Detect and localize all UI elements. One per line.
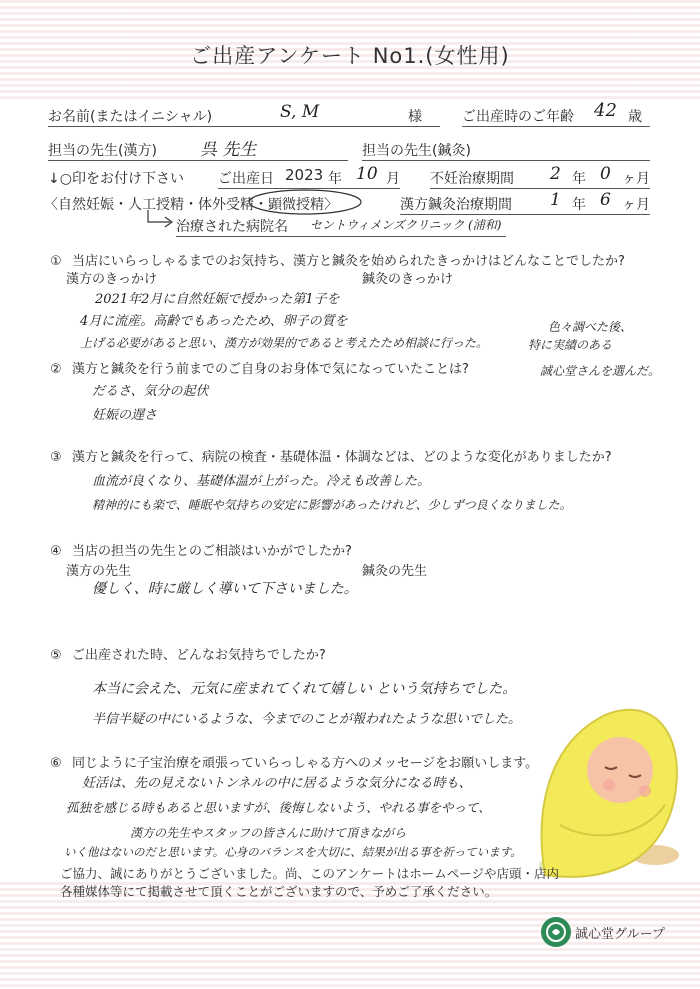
birth-date-label: ご出産日 [218, 171, 274, 187]
q1-right-answer-line-2: 特に実績のある [528, 338, 613, 352]
q4-answer-line-1: 優しく、時に厳しく導いて下さいました。 [92, 581, 358, 597]
kampo-teacher-sublabel: 漢方の先生 [66, 564, 132, 579]
q1-right-answer-line-3: 誠心堂さんを選んだ。 [540, 364, 661, 378]
q1-answer-line-1: 2021年2月に自然妊娠で授かった第1子を [95, 292, 340, 307]
birth-month: 10 [356, 164, 378, 184]
infertility-year-unit: 年 [572, 171, 586, 187]
question-6: ⑥ 同じように子宝治療を頑張っていらっしゃる方へのメッセージをお願いします。 [50, 756, 539, 771]
circled-option-mark [245, 186, 365, 216]
age-label: ご出産時のご年齢 [462, 109, 574, 125]
acu-period-years: 1 [550, 190, 561, 210]
page-title: ご出産アンケート No1.(女性用) [190, 44, 510, 68]
infertility-period-label: 不妊治療期間 [430, 171, 514, 187]
infertility-month-unit: ヶ月 [622, 171, 650, 187]
infertility-years: 2 [550, 164, 561, 184]
acu-period-months: 6 [600, 190, 611, 210]
logo-text: 誠心堂グループ [575, 926, 665, 942]
question-4: ④ 当店の担当の先生とのご相談はいかがでしたか? [50, 544, 352, 559]
q1-answer-line-3: 上げる必要があると思い、漢方が効果的であると考えたため相談に行った。 [80, 336, 489, 350]
name-underline [48, 126, 440, 127]
footer-line-1: ご協力、誠にありがとうございました。尚、このアンケートはホームページや店頭・店内 [60, 866, 560, 881]
acu-period-label: 漢方鍼灸治療期間 [400, 197, 512, 213]
acu-trigger-label: 鍼灸のきっかけ [362, 272, 454, 287]
arrow-icon [120, 208, 180, 232]
name-value: S, M [280, 102, 320, 122]
kampo-teacher-value: 呉 先生 [200, 140, 257, 160]
acu-teacher-sublabel: 鍼灸の先生 [362, 564, 428, 579]
q6-answer-line-1: 妊活は、先の見えないトンネルの中に居るような気分になる時も、 [82, 776, 472, 791]
question-3: ③ 漢方と鍼灸を行って、病院の検査・基礎体温・体調などは、どのような変化がありましたか? [50, 450, 612, 465]
q2-answer-line-1: だるさ、気分の起伏 [92, 384, 209, 399]
acu-period-month-unit: ヶ月 [622, 197, 650, 213]
q3-answer-line-1: 血流が良くなり、基礎体温が上がった。冷えも改善した。 [92, 474, 431, 489]
birth-month-unit: 月 [386, 171, 400, 187]
age-value: 42 [594, 100, 617, 121]
hospital-underline [176, 236, 506, 237]
q6-answer-line-3: 漢方の先生やスタッフの皆さんに助けて頂きながら [130, 826, 407, 840]
q3-answer-line-2: 精神的にも楽で、睡眠や気持ちの安定に影響があったけれど、少しずつ良くなりました。 [92, 498, 572, 512]
kampo-teacher-label: 担当の先生(漢方) [48, 143, 157, 159]
birth-year-unit: 年 [328, 171, 342, 187]
question-1: ① 当店にいらっしゃるまでのお気持ち、漢方と鍼灸を始められたきっかけはどんなことでしたか? [50, 254, 625, 269]
acu-period-underline [400, 214, 650, 215]
q1-right-answer-line-1: 色々調べた後、 [548, 320, 633, 334]
infertility-months: 0 [600, 164, 611, 184]
q5-answer-line-2: 半信半疑の中にいるような、今までのことが報われたような思いでした。 [92, 712, 522, 727]
question-2: ② 漢方と鍼灸を行う前までのご自身のお身体で気になっていたことは? [50, 362, 469, 377]
q1-answer-line-2: 4月に流産。高齢でもあったため、卵子の質を [80, 314, 348, 329]
hospital-value: セントウィメンズクリニック (浦和) [310, 218, 502, 232]
q5-answer-line-1: 本当に会えた、元気に産まれてくれて嬉しい という気持ちでした。 [92, 681, 517, 697]
q6-answer-line-4: いく他はないのだと思います。心身のバランスを大切に、結果が出る事を祈っています。 [64, 845, 522, 859]
q2-answer-line-2: 妊娠の遅さ [92, 408, 158, 423]
conception-method-options: 〈自然妊娠・人工授精・体外受精・顕微授精〉 [44, 197, 338, 213]
age-unit: 歳 [628, 109, 642, 125]
footer-line-2: 各種媒体等にて掲載させて頂くことがございますので、予めご了承ください。 [60, 884, 498, 899]
logo-mark-icon [541, 917, 571, 947]
q6-answer-line-2: 孤独を感じる時もあると思いますが、後悔しないよう、やれる事をやって、 [66, 800, 491, 815]
birth-year: 2023 [285, 166, 324, 184]
circle-instruction: ↓○印をお付け下さい [48, 171, 184, 187]
name-label: お名前(またはイニシャル) [48, 109, 213, 125]
infertility-underline [430, 188, 650, 189]
question-5: ⑤ ご出産された時、どんなお気持ちでしたか? [50, 648, 326, 663]
kampo-trigger-label: 漢方のきっかけ [66, 272, 158, 287]
hospital-label: 治療された病院名 [176, 219, 288, 235]
age-underline [462, 126, 650, 127]
acu-teacher-underline [362, 160, 650, 161]
kampo-teacher-underline [48, 160, 348, 161]
acu-teacher-label: 担当の先生(鍼灸) [362, 143, 471, 159]
acu-period-year-unit: 年 [572, 197, 586, 213]
brand-logo [541, 917, 665, 947]
sama-label: 様 [408, 109, 422, 125]
